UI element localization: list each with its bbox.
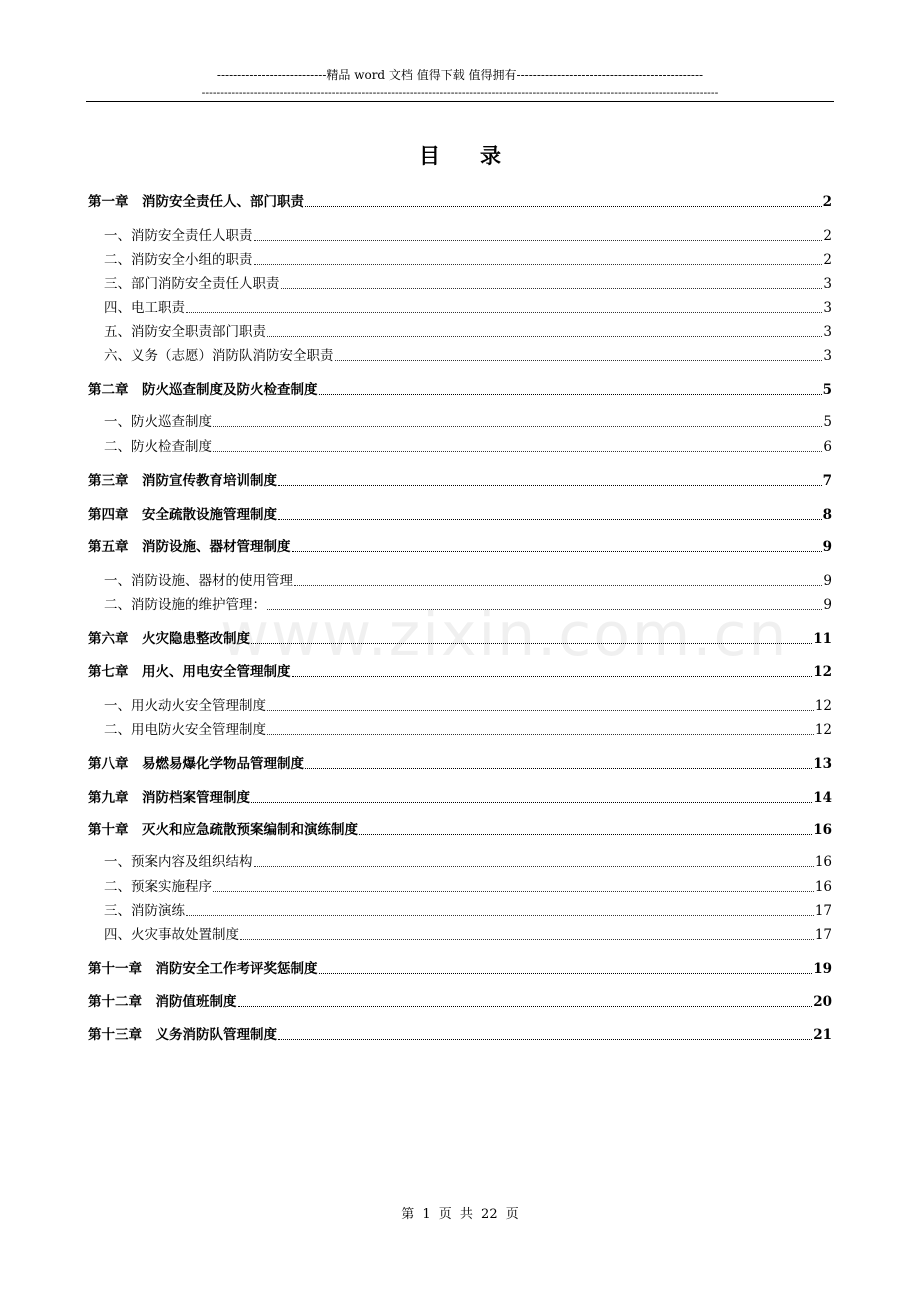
toc-entry-page-number: 14 (813, 790, 832, 806)
toc-chapter-entry[interactable] (88, 1025, 832, 1043)
toc-entry-label: 一、消防设施、器材的使用管理 (104, 573, 293, 589)
watermark: www.zixin.com.cn (220, 600, 789, 670)
toc-entry-label: 一、消防安全责任人职责 (104, 228, 253, 244)
toc-entry-page-number: 3 (823, 324, 832, 340)
toc-entry-page-number: 12 (814, 698, 832, 714)
toc-leader-dots (278, 485, 822, 486)
toc-chapter-entry[interactable] (88, 662, 832, 680)
toc-section-entry[interactable] (88, 298, 832, 316)
toc-leader-dots (254, 240, 823, 241)
toc-entry-label: 第八章 易燃易爆化学物品管理制度 (88, 756, 304, 772)
toc-section-entry[interactable] (88, 250, 832, 268)
toc-leader-dots (254, 264, 823, 265)
toc-entry-page-number: 2 (822, 194, 832, 210)
toc-leader-dots (267, 710, 814, 711)
toc-entry-label: 第十章 灭火和应急疏散预案编制和演练制度 (88, 822, 358, 838)
toc-entry-label: 第十一章 消防安全工作考评奖惩制度 (88, 961, 318, 977)
toc-entry-page-number: 9 (823, 573, 832, 589)
header-rule (86, 101, 834, 102)
toc-entry-page-number: 7 (822, 473, 832, 489)
toc-section-entry[interactable] (88, 226, 832, 244)
toc-entry-page-number: 9 (823, 597, 832, 613)
toc-leader-dots (213, 426, 822, 427)
toc-entry-label: 第三章 消防宣传教育培训制度 (88, 473, 277, 489)
toc-entry-label: 第十二章 消防值班制度 (88, 994, 237, 1010)
toc-leader-dots (267, 336, 822, 337)
toc-entry-label: 二、预案实施程序 (104, 879, 212, 895)
toc-entry-page-number: 2 (823, 252, 832, 268)
toc-leader-dots (294, 585, 822, 586)
toc-leader-dots (213, 451, 822, 452)
toc-leader-dots (186, 915, 814, 916)
toc-leader-dots (267, 609, 822, 610)
toc-section-entry[interactable] (88, 901, 832, 919)
toc-section-entry[interactable] (88, 877, 832, 895)
toc-entry-label: 三、消防演练 (104, 903, 185, 919)
toc-section-entry[interactable] (88, 696, 832, 714)
header-dash-line: ------------------------------------------------------------------------------------------------------------------------------------------- (201, 86, 719, 99)
toc-leader-dots (319, 394, 822, 395)
toc-entry-label: 五、消防安全职责部门职责 (104, 324, 266, 340)
toc-entry-label: 第七章 用火、用电安全管理制度 (88, 664, 291, 680)
toc-entry-label: 一、防火巡查制度 (104, 414, 212, 430)
toc-entry-label: 四、火灾事故处置制度 (104, 927, 239, 943)
toc-leader-dots (319, 973, 813, 974)
toc-section-entry[interactable] (88, 322, 832, 340)
toc-entry-page-number: 9 (822, 539, 832, 555)
toc-entry-page-number: 6 (823, 439, 832, 455)
toc-chapter-entry[interactable] (88, 788, 832, 806)
toc-leader-dots (335, 360, 823, 361)
toc-section-entry[interactable] (88, 412, 832, 430)
toc-entry-label: 二、消防设施的维护管理： (104, 597, 266, 613)
toc-section-entry[interactable] (88, 571, 832, 589)
toc-leader-dots (305, 768, 812, 769)
toc-section-entry[interactable] (88, 346, 832, 364)
toc-chapter-entry[interactable] (88, 820, 832, 838)
toc-leader-dots (278, 519, 822, 520)
toc-leader-dots (359, 834, 812, 835)
toc-entry-label: 四、电工职责 (104, 300, 185, 316)
toc-entry-page-number: 16 (813, 822, 832, 838)
toc-entry-page-number: 21 (813, 1027, 832, 1043)
toc-entry-label: 第二章 防火巡查制度及防火检查制度 (88, 382, 318, 398)
toc-section-entry[interactable] (88, 595, 832, 613)
toc-entry-label: 第五章 消防设施、器材管理制度 (88, 539, 291, 555)
toc-chapter-entry[interactable] (88, 754, 832, 772)
toc-entry-label: 六、义务（志愿）消防队消防安全职责 (104, 348, 334, 364)
toc-leader-dots (267, 734, 814, 735)
toc-leader-dots (213, 891, 814, 892)
toc-entry-page-number: 16 (814, 854, 832, 870)
toc-entry-label: 一、用火动火安全管理制度 (104, 698, 266, 714)
toc-leader-dots (251, 643, 812, 644)
toc-entry-page-number: 17 (814, 927, 832, 943)
toc-entry-page-number: 11 (813, 631, 832, 647)
page-footer: 第 1 页 共 22 页 (401, 1207, 519, 1222)
toc-section-entry[interactable] (88, 720, 832, 738)
toc-entry-page-number: 3 (823, 300, 832, 316)
toc-section-entry[interactable] (88, 437, 832, 455)
toc-chapter-entry[interactable] (88, 959, 832, 977)
toc-entry-label: 第九章 消防档案管理制度 (88, 790, 250, 806)
toc-leader-dots (186, 312, 822, 313)
toc-chapter-entry[interactable] (88, 537, 832, 555)
toc-entry-page-number: 17 (814, 903, 832, 919)
toc-leader-dots (278, 1039, 812, 1040)
toc-entry-label: 第六章 火灾隐患整改制度 (88, 631, 250, 647)
toc-leader-dots (238, 1006, 813, 1007)
toc-entry-page-number: 19 (813, 961, 832, 977)
toc-entry-page-number: 5 (822, 382, 832, 398)
toc-leader-dots (254, 866, 814, 867)
toc-entry-label: 二、防火检查制度 (104, 439, 212, 455)
toc-entry-page-number: 20 (813, 994, 832, 1010)
toc-entry-page-number: 16 (814, 879, 832, 895)
toc-leader-dots (292, 551, 822, 552)
toc-entry-page-number: 5 (823, 414, 832, 430)
toc-leader-dots (305, 206, 822, 207)
toc-section-entry[interactable] (88, 852, 832, 870)
toc-entry-label: 一、预案内容及组织结构 (104, 854, 253, 870)
toc-title: 目录 (419, 143, 541, 168)
toc-chapter-entry[interactable] (88, 380, 832, 398)
toc-entry-page-number: 13 (813, 756, 832, 772)
toc-entry-label: 二、用电防火安全管理制度 (104, 722, 266, 738)
toc-entry-page-number: 3 (823, 348, 832, 364)
toc-chapter-entry[interactable] (88, 192, 832, 210)
toc-leader-dots (240, 939, 814, 940)
toc-chapter-entry[interactable] (88, 629, 832, 647)
toc-entry-label: 二、消防安全小组的职责 (104, 252, 253, 268)
toc-leader-dots (292, 676, 813, 677)
toc-section-entry[interactable] (88, 925, 832, 943)
toc-chapter-entry[interactable] (88, 992, 832, 1010)
toc-entry-page-number: 8 (822, 507, 832, 523)
toc-leader-dots (281, 288, 823, 289)
toc-entry-label: 第十三章 义务消防队管理制度 (88, 1027, 277, 1043)
toc-chapter-entry[interactable] (88, 505, 832, 523)
toc-entry-page-number: 3 (823, 276, 832, 292)
toc-chapter-entry[interactable] (88, 471, 832, 489)
toc-section-entry[interactable] (88, 274, 832, 292)
toc-entry-page-number: 12 (814, 722, 832, 738)
toc-entry-label: 第一章 消防安全责任人、部门职责 (88, 194, 304, 210)
toc-leader-dots (251, 802, 812, 803)
toc-entry-label: 第四章 安全疏散设施管理制度 (88, 507, 277, 523)
toc-entry-label: 三、部门消防安全责任人职责 (104, 276, 280, 292)
toc-entry-page-number: 2 (823, 228, 832, 244)
toc-entry-page-number: 12 (813, 664, 832, 680)
header-banner: ---------------------------精品 word 文档 值得下载 值得拥有---------------------------------------------- (216, 68, 704, 82)
